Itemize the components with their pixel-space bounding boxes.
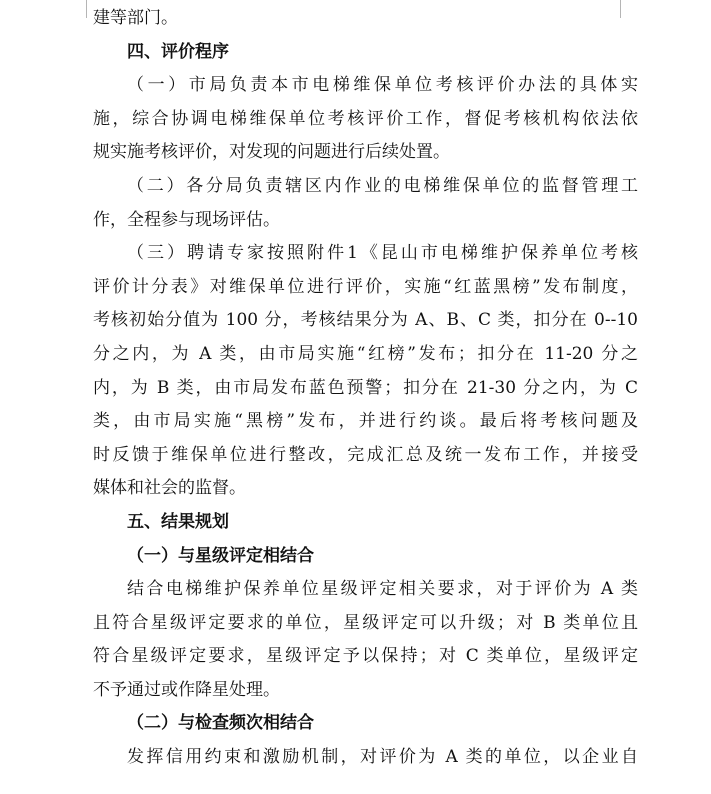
- body-line: （三）聘请专家按照附件1《昆山市电梯维护保养单位考核: [127, 243, 638, 264]
- subheading-star-rating: （一）与星级评定相结合: [127, 545, 314, 566]
- body-line: 作，全程参与现场评估。: [93, 209, 280, 230]
- body-line: 媒体和社会的监督。: [93, 478, 246, 499]
- body-line: 发挥信用约束和激励机制，对评价为 A 类的单位，以企业自: [127, 747, 638, 768]
- body-line: 不予通过或作降星处理。: [93, 679, 280, 700]
- margin-crop-mark-left: [68, 0, 87, 18]
- body-line: 时反馈于维保单位进行整改，完成汇总及统一发布工作，并接受: [93, 444, 638, 465]
- document-body: [93, 2, 638, 775]
- body-line: 符合星级评定要求，星级评定予以保持；对 C 类单位，星级评定: [93, 646, 638, 667]
- body-line: 施，综合协调电梯维保单位考核评价工作，督促考核机构依法依: [93, 108, 638, 129]
- body-line: 内，为 B 类，由市局发布蓝色预警；扣分在 21-30 分之内，为 C: [93, 377, 638, 398]
- body-line: 分之内，为 A 类，由市局实施“红榜”发布；扣分在 11-20 分之: [93, 343, 638, 364]
- body-line: 类，由市局实施“黑榜”发布，并进行约谈。最后将考核问题及: [93, 411, 638, 432]
- body-line: 结合电梯维护保养单位星级评定相关要求，对于评价为 A 类: [127, 579, 638, 600]
- section-heading-evaluation-procedure: 四、评价程序: [127, 41, 229, 62]
- subheading-inspection-frequency: （二）与检查频次相结合: [127, 713, 314, 734]
- body-line: （二）各分局负责辖区内作业的电梯维保单位的监督管理工: [127, 175, 638, 196]
- body-line: （一）市局负责本市电梯维保单位考核评价办法的具体实: [127, 75, 638, 96]
- body-line: 规实施考核评价，对发现的问题进行后续处置。: [93, 142, 450, 163]
- body-line: 评价计分表》对维保单位进行评价，实施“红蓝黑榜”发布制度，: [93, 276, 638, 297]
- body-line: 考核初始分值为 100 分，考核结果分为 A、B、C 类，扣分在 0--10: [93, 310, 638, 331]
- body-line: 且符合星级评定要求的单位，星级评定可以升级；对 B 类单位且: [93, 612, 638, 633]
- section-heading-result-planning: 五、结果规划: [127, 511, 229, 532]
- body-line: 建等部门。: [93, 8, 178, 28]
